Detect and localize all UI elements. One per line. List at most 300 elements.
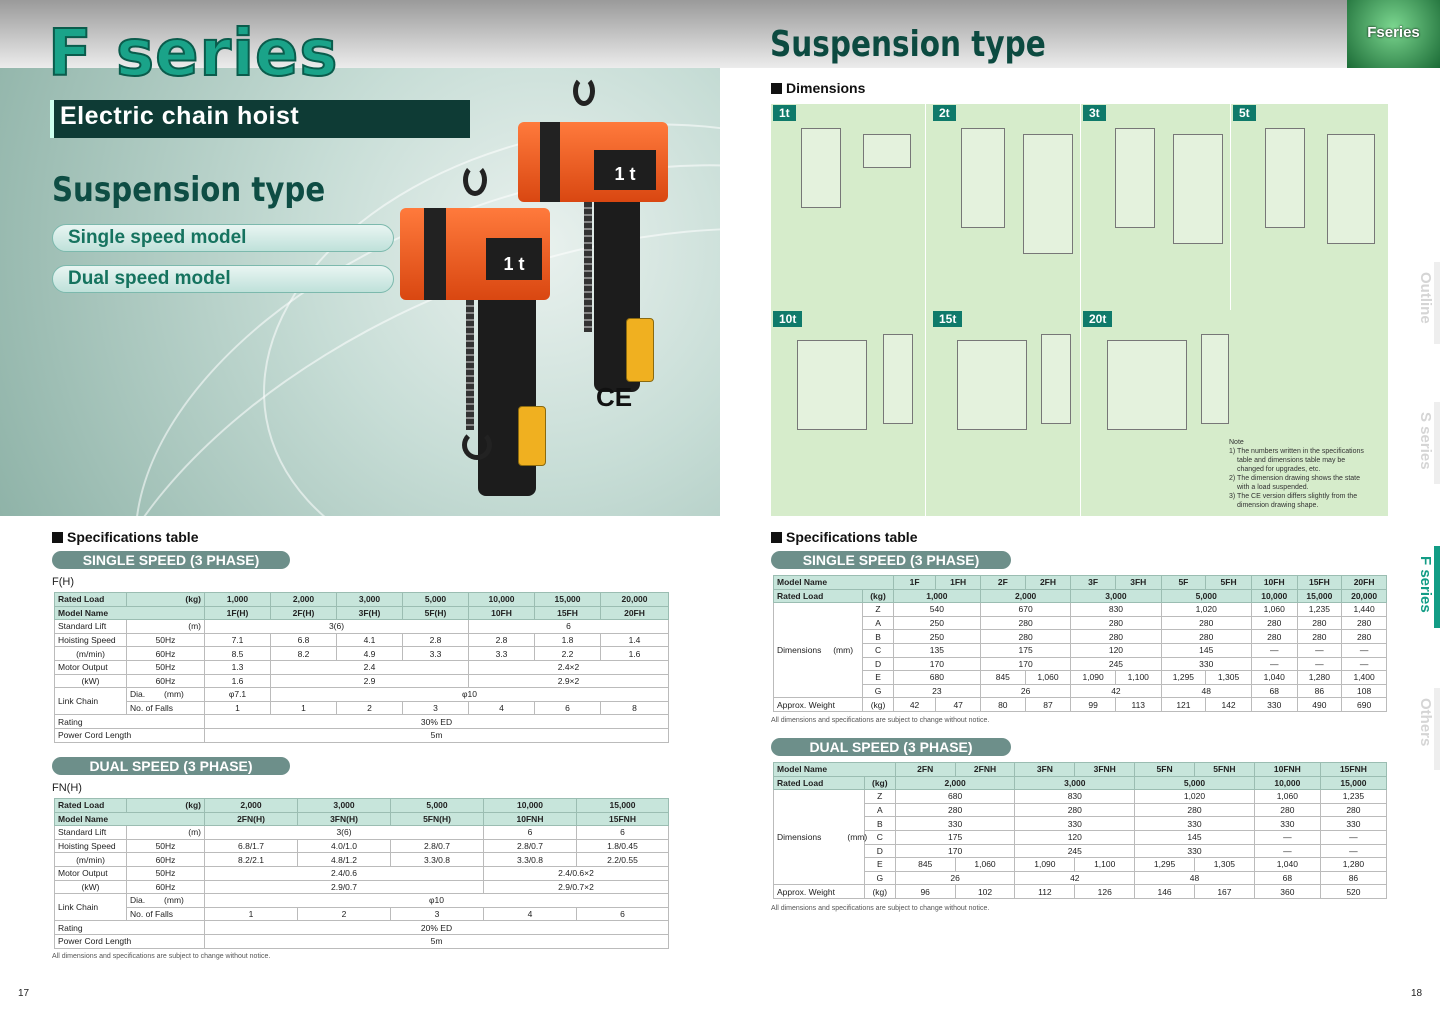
- cell: Hoisting Speed: [55, 839, 127, 853]
- cell: 680: [893, 671, 980, 685]
- right-footnote-2: All dimensions and specifications are subject to change without notice.: [771, 905, 990, 912]
- cell: 5FH: [1206, 576, 1252, 590]
- cell: 2.4×2: [469, 660, 669, 674]
- table-row: [774, 790, 1387, 804]
- dim-panel-10t: [771, 310, 926, 516]
- cell: —: [1251, 657, 1297, 671]
- cell: 15,000: [1320, 776, 1386, 790]
- cell: A: [863, 616, 893, 630]
- drawing-side: [863, 134, 911, 168]
- cell: 2F: [981, 576, 1026, 590]
- note-line: 2) The dimension drawing shows the state: [1229, 475, 1360, 482]
- cell: 1,060: [1025, 671, 1071, 685]
- cell: 10,000: [469, 593, 535, 607]
- cell: —: [1342, 657, 1387, 671]
- cell: 6.8: [271, 633, 337, 647]
- cell: 4.1: [337, 633, 403, 647]
- cell: 3.3/0.8: [484, 853, 577, 867]
- cell: 7.1: [205, 633, 271, 647]
- cell: 86: [1320, 871, 1386, 885]
- table-row: [774, 871, 1387, 885]
- cell: 15FH: [535, 606, 601, 620]
- cell: 10,000: [1254, 776, 1320, 790]
- note-line: changed for upgrades, etc.: [1237, 466, 1321, 473]
- cell: 126: [1075, 885, 1135, 899]
- cell: 42: [1015, 871, 1135, 885]
- dim-panel-2t: [931, 104, 1081, 310]
- drawing-side: [883, 334, 913, 424]
- tab-outline[interactable]: Outline: [1404, 262, 1440, 344]
- cell: [774, 790, 868, 885]
- single-speed-band: SINGLE SPEED (3 PHASE): [52, 551, 290, 569]
- brand-title: F series: [48, 17, 339, 91]
- cell: 3F(H): [337, 606, 403, 620]
- cell: 2.4/0.6: [205, 866, 484, 880]
- cell: 280: [981, 616, 1071, 630]
- chain: [466, 300, 474, 430]
- cell: 3.3: [403, 647, 469, 661]
- cell: Model Name: [55, 606, 205, 620]
- cell: (kW): [55, 674, 127, 688]
- cell: A: [864, 803, 895, 817]
- cell: 245: [1071, 657, 1161, 671]
- cell: 5FNH: [1194, 763, 1254, 777]
- cell-text: Dimensions: [777, 645, 822, 656]
- cell: No. of Falls: [127, 907, 205, 921]
- cell: φ7.1: [205, 688, 271, 702]
- cell: —: [1342, 643, 1387, 657]
- cell: —: [1320, 844, 1386, 858]
- cell: 280: [1342, 616, 1387, 630]
- cell: D: [863, 657, 893, 671]
- cell: 113: [1115, 698, 1161, 712]
- drawing-front: [1115, 128, 1155, 228]
- cell: 1,280: [1297, 671, 1342, 685]
- cell: 47: [936, 698, 981, 712]
- cell: 330: [1135, 844, 1255, 858]
- cell: 10,000: [484, 799, 577, 813]
- cell: 490: [1297, 698, 1342, 712]
- note-line: 1) The numbers written in the specifications: [1229, 448, 1364, 455]
- cell: 2.9×2: [469, 674, 669, 688]
- cell: 5m: [205, 728, 669, 742]
- cell: 2FH: [1025, 576, 1071, 590]
- cell: 142: [1206, 698, 1252, 712]
- table-row: [55, 853, 669, 867]
- table-row: [774, 803, 1387, 817]
- subtitle-bar: Electric chain hoist: [50, 100, 470, 138]
- model-pill-single: Single speed model: [52, 224, 394, 252]
- cell: 10FH: [469, 606, 535, 620]
- cell: 3,000: [1015, 776, 1135, 790]
- cell: 1,090: [1071, 671, 1116, 685]
- cell: Power Cord Length: [55, 728, 205, 742]
- cell: 1,090: [1015, 858, 1075, 872]
- left-heading: Suspension type: [52, 170, 326, 210]
- cell-text: (mm): [833, 645, 854, 656]
- drawing-side: [1201, 334, 1229, 424]
- tab-f-series[interactable]: F series: [1404, 546, 1440, 628]
- cell: 360: [1254, 885, 1320, 899]
- cell: 5F(H): [403, 606, 469, 620]
- table-row: [55, 701, 669, 715]
- cell: 1.6: [205, 674, 271, 688]
- cell: (kW): [55, 880, 127, 894]
- drawing-front: [957, 340, 1027, 430]
- table-row: [774, 684, 1387, 698]
- cell: 2.4: [271, 660, 469, 674]
- table-row: [55, 839, 669, 853]
- note-line: table and dimensions table may be: [1237, 457, 1346, 464]
- cell: 280: [1161, 616, 1251, 630]
- cell: 120: [1015, 830, 1135, 844]
- table-row: [55, 812, 669, 826]
- cell: 1.6: [601, 647, 669, 661]
- cell: Standard Lift: [55, 826, 127, 840]
- cell: 2FNH: [955, 763, 1015, 777]
- cell: 2: [298, 907, 391, 921]
- cell: 1,040: [1251, 671, 1297, 685]
- cell: 42: [893, 698, 936, 712]
- cell: 1,440: [1342, 603, 1387, 617]
- right-single-dim-table: [773, 575, 1387, 712]
- cell: 1,000: [205, 593, 271, 607]
- cell: Hoisting Speed: [55, 633, 127, 647]
- cell: 2F(H): [271, 606, 337, 620]
- cell: 6.8/1.7: [205, 839, 298, 853]
- cell: 1,235: [1320, 790, 1386, 804]
- cell: 15,000: [577, 799, 669, 813]
- cell: 670: [981, 603, 1071, 617]
- cell: 330: [895, 817, 1015, 831]
- table-row: [55, 593, 669, 607]
- table-row: [774, 698, 1387, 712]
- cell: 99: [1071, 698, 1116, 712]
- cell: 280: [1015, 803, 1135, 817]
- tab-others[interactable]: Others: [1404, 688, 1440, 770]
- square-bullet-icon: [771, 532, 782, 543]
- cell: 2FN: [895, 763, 955, 777]
- hoist-label: 1 t: [594, 150, 656, 190]
- cell: 2,000: [895, 776, 1015, 790]
- cell: 60Hz: [127, 880, 205, 894]
- cell: Approx. Weight: [774, 885, 865, 899]
- cell: B: [863, 630, 893, 644]
- cell: 845: [895, 858, 955, 872]
- cell: 1,295: [1135, 858, 1195, 872]
- drawing-front: [797, 340, 867, 430]
- table-row: [774, 776, 1387, 790]
- cell: —: [1297, 657, 1342, 671]
- ce-mark: CE: [596, 382, 633, 412]
- cell: B: [864, 817, 895, 831]
- cell: Standard Lift: [55, 620, 127, 634]
- cell: (m): [127, 620, 205, 634]
- cell: 170: [893, 657, 980, 671]
- capacity-tag: 1t: [773, 105, 796, 121]
- cell: 15,000: [1297, 589, 1342, 603]
- cell: 280: [1342, 630, 1387, 644]
- drawing-front: [1107, 340, 1187, 430]
- cell: 135: [893, 643, 980, 657]
- table-row: [55, 799, 669, 813]
- cell: 8.2/2.1: [205, 853, 298, 867]
- cell: 112: [1015, 885, 1075, 899]
- table-row: [55, 866, 669, 880]
- cell: (kg): [863, 698, 893, 712]
- cell: 15FH: [1297, 576, 1342, 590]
- note-line: dimension drawing shape.: [1237, 502, 1319, 509]
- cell-text: Dia.: [130, 689, 146, 700]
- cell: 68: [1254, 871, 1320, 885]
- cell: 1,100: [1115, 671, 1161, 685]
- cell: 175: [981, 643, 1071, 657]
- cell: 1F: [893, 576, 936, 590]
- cell: 3(6): [205, 620, 469, 634]
- cell: 1,020: [1161, 603, 1251, 617]
- cell: 167: [1194, 885, 1254, 899]
- cell: Rated Load: [774, 589, 863, 603]
- dual-speed-band: DUAL SPEED (3 PHASE): [52, 757, 290, 775]
- table-row: [774, 603, 1387, 617]
- cell: 6: [535, 701, 601, 715]
- cell: (kg): [864, 776, 895, 790]
- table-row: [774, 844, 1387, 858]
- cell: [127, 688, 205, 702]
- cell: 2,000: [205, 799, 298, 813]
- cell: (kg): [863, 589, 893, 603]
- cell-text: (mm): [164, 689, 184, 700]
- cell: Rating: [55, 921, 205, 935]
- cell: 3FN(H): [298, 812, 391, 826]
- model-pill-dual: Dual speed model: [52, 265, 394, 293]
- cell: (kg): [127, 593, 205, 607]
- cell: 3: [391, 907, 484, 921]
- cell: 15FNH: [1320, 763, 1386, 777]
- cell: 146: [1135, 885, 1195, 899]
- cell: 330: [1015, 817, 1135, 831]
- cell: 1,060: [1251, 603, 1297, 617]
- cell: 20% ED: [205, 921, 669, 935]
- cell: 50Hz: [127, 839, 205, 853]
- cell: 170: [895, 844, 1015, 858]
- chain-bag: [478, 300, 536, 496]
- cell: 20,000: [1342, 589, 1387, 603]
- cell: 830: [1015, 790, 1135, 804]
- cell: 280: [1161, 630, 1251, 644]
- cell: 5,000: [403, 593, 469, 607]
- cell: Link Chain: [55, 894, 127, 921]
- cell: —: [1251, 643, 1297, 657]
- dim-panel-15t: [931, 310, 1081, 516]
- tab-s-series[interactable]: S series: [1404, 402, 1440, 484]
- hoist-band: [540, 122, 560, 202]
- cell: C: [864, 830, 895, 844]
- right-single-band: SINGLE SPEED (3 PHASE): [771, 551, 1011, 569]
- cell: 245: [1015, 844, 1135, 858]
- cell: 2.2/0.55: [577, 853, 669, 867]
- cell: 2: [337, 701, 403, 715]
- dim-panel-20t: [1081, 310, 1231, 516]
- cell: 3FNH: [1075, 763, 1135, 777]
- cell: 1,060: [1254, 790, 1320, 804]
- cell: No. of Falls: [127, 701, 205, 715]
- cell: Model Name: [55, 812, 205, 826]
- table-row: [774, 657, 1387, 671]
- table-row: [55, 907, 669, 921]
- right-footnote-1: All dimensions and specifications are subject to change without notice.: [771, 717, 990, 724]
- cell: 10FH: [1251, 576, 1297, 590]
- cell: 4.0/1.0: [298, 839, 391, 853]
- cell: 280: [1251, 616, 1297, 630]
- cell: (m/min): [55, 853, 127, 867]
- cell: 4.8/1.2: [298, 853, 391, 867]
- hook-icon: [573, 76, 595, 106]
- cell: 250: [893, 616, 980, 630]
- cell: 1,100: [1075, 858, 1135, 872]
- table-row: [774, 630, 1387, 644]
- cell: 2.8/0.7: [484, 839, 577, 853]
- cell: 3.3/0.8: [391, 853, 484, 867]
- cell: Approx. Weight: [774, 698, 863, 712]
- capacity-tag: 2t: [933, 105, 956, 121]
- square-bullet-icon: [52, 532, 63, 543]
- cell: 2,000: [271, 593, 337, 607]
- cell: 3FN: [1015, 763, 1075, 777]
- cell: 5FN(H): [391, 812, 484, 826]
- cell: 2.2: [535, 647, 601, 661]
- cell: 50Hz: [127, 866, 205, 880]
- cell: 280: [1297, 630, 1342, 644]
- cell: 1.8: [535, 633, 601, 647]
- note-line: Note: [1229, 439, 1244, 446]
- cell: 830: [1071, 603, 1161, 617]
- cell: 3F: [1071, 576, 1116, 590]
- cell: (m): [127, 826, 205, 840]
- cell: 42: [1071, 684, 1161, 698]
- table-row: [774, 763, 1387, 777]
- cell: 1,000: [893, 589, 980, 603]
- cell: 87: [1025, 698, 1071, 712]
- cell: 5,000: [391, 799, 484, 813]
- table-row: [55, 934, 669, 948]
- cell: 1.4: [601, 633, 669, 647]
- cell: 280: [1071, 616, 1161, 630]
- cell: (m/min): [55, 647, 127, 661]
- dual-model-prefix: FN(H): [52, 782, 82, 794]
- cell: E: [864, 858, 895, 872]
- cell: 1.8/0.45: [577, 839, 669, 853]
- table-row: [55, 921, 669, 935]
- cell: 1,295: [1161, 671, 1206, 685]
- cell-text: (mm): [847, 832, 868, 843]
- drawing-side: [1327, 134, 1375, 244]
- table-row: [55, 633, 669, 647]
- capacity-tag: 5t: [1233, 105, 1256, 121]
- cell: 48: [1135, 871, 1255, 885]
- cell: 10FNH: [484, 812, 577, 826]
- capacity-tag: 10t: [773, 311, 802, 327]
- capacity-tag: 3t: [1083, 105, 1106, 121]
- cell: 1,060: [955, 858, 1015, 872]
- cell: 330: [1161, 657, 1251, 671]
- cell: 102: [955, 885, 1015, 899]
- table-row: [55, 647, 669, 661]
- cell: 1.3: [205, 660, 271, 674]
- cell: 250: [893, 630, 980, 644]
- cell: 1,400: [1342, 671, 1387, 685]
- cell: 4: [469, 701, 535, 715]
- cell: D: [864, 844, 895, 858]
- left-dual-spec-table: [54, 798, 669, 949]
- cell: 4.9: [337, 647, 403, 661]
- cell: 6: [577, 907, 669, 921]
- table-row: [55, 606, 669, 620]
- cell: —: [1254, 830, 1320, 844]
- right-spec-heading: Specifications table: [771, 529, 917, 545]
- cell: 280: [1071, 630, 1161, 644]
- capacity-tag: 15t: [933, 311, 962, 327]
- cell: G: [864, 871, 895, 885]
- cell: 60Hz: [127, 647, 205, 661]
- table-row: [774, 589, 1387, 603]
- cell: 3(6): [205, 826, 484, 840]
- table-row: [55, 728, 669, 742]
- cell: 1: [205, 907, 298, 921]
- cell: 280: [1297, 616, 1342, 630]
- cell: 68: [1251, 684, 1297, 698]
- cell: 1: [205, 701, 271, 715]
- table-row: [774, 576, 1387, 590]
- cell: 5F: [1161, 576, 1206, 590]
- cell: 2FN(H): [205, 812, 298, 826]
- hook-icon: [462, 430, 492, 460]
- cell: 520: [1320, 885, 1386, 899]
- cell: 5,000: [1161, 589, 1251, 603]
- cell: 108: [1342, 684, 1387, 698]
- cell: (kg): [864, 885, 895, 899]
- cell: 5m: [205, 934, 669, 948]
- square-bullet-icon: [771, 83, 782, 94]
- table-row: [774, 858, 1387, 872]
- cell: 680: [895, 790, 1015, 804]
- cell: 330: [1254, 817, 1320, 831]
- table-row: [774, 671, 1387, 685]
- cell: Model Name: [774, 576, 894, 590]
- left-footnote: All dimensions and specifications are subject to change without notice.: [52, 953, 271, 960]
- page-number-left: 17: [18, 988, 30, 999]
- cell: 1,235: [1297, 603, 1342, 617]
- cell: 6: [577, 826, 669, 840]
- cell: 8.2: [271, 647, 337, 661]
- cell: 280: [981, 630, 1071, 644]
- cell: 330: [1320, 817, 1386, 831]
- drawing-front: [961, 128, 1005, 228]
- dim-panel-5t: [1231, 104, 1388, 310]
- cell: 2.4/0.6×2: [484, 866, 669, 880]
- cell: 20,000: [601, 593, 669, 607]
- cell: 280: [1254, 803, 1320, 817]
- dimension-note: [1229, 438, 1379, 510]
- cell: —: [1320, 830, 1386, 844]
- table-row: [55, 715, 669, 729]
- cell: 330: [1251, 698, 1297, 712]
- cell: 48: [1161, 684, 1251, 698]
- drawing-front: [1265, 128, 1305, 228]
- cell: 5FN: [1135, 763, 1195, 777]
- cell: Z: [864, 790, 895, 804]
- cell: Link Chain: [55, 688, 127, 715]
